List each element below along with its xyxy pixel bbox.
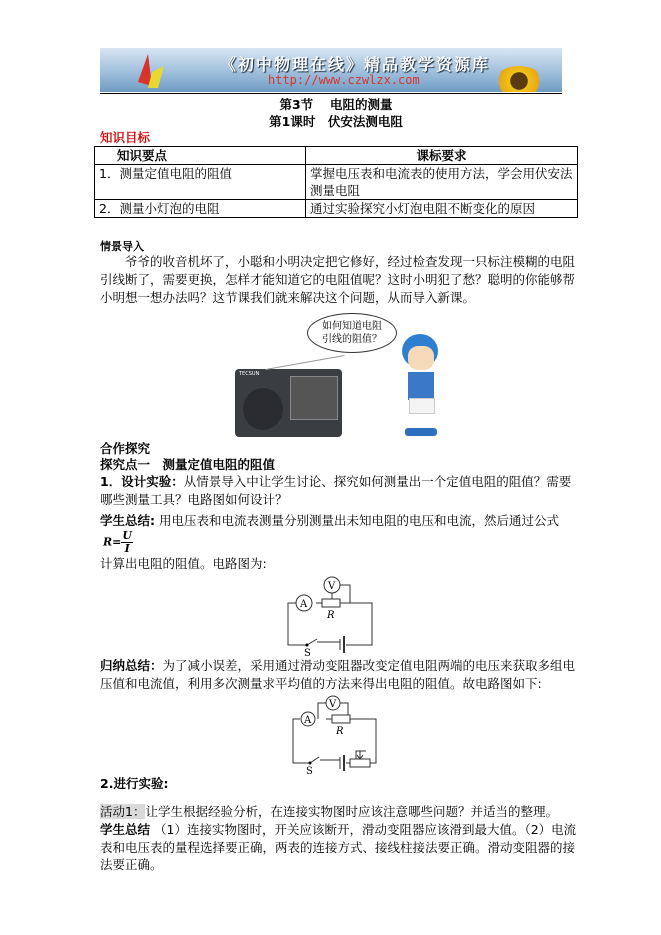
radio-brand: TECSUN: [239, 371, 260, 377]
explore-label: 合作探究: [100, 441, 151, 456]
header-banner: [100, 48, 562, 92]
resistor-label: R: [336, 726, 344, 737]
conclude-label: 归纳总结：: [100, 658, 163, 673]
voltmeter-label: V: [328, 581, 336, 592]
activity-label: 活动1：: [100, 804, 146, 819]
conclude-text: 为了减小误差，采用通过滑动变阻器改变定值电阻两端的电压来获取多组电压值和电流值，利用多次测量求平均值的方法来得出电阻的阻值。故电路图如下:: [100, 658, 576, 691]
table-cell: 1．测量定值电阻的阻值: [95, 165, 306, 200]
radio-illustration: [225, 307, 445, 441]
switch-label: S: [306, 766, 313, 775]
banner-url: http://www.czwlzx.com: [268, 73, 420, 87]
table-cell: 通过实验探究小灯泡电阻不断变化的原因: [306, 200, 578, 218]
intro-label: 情景导入: [100, 240, 144, 253]
section-title: 第3节 电阻的测量: [279, 97, 393, 112]
column-header: 知识要点: [95, 147, 306, 165]
lesson-title: 第1课时 伏安法测电阻: [269, 114, 403, 129]
document-body: [94, 96, 578, 874]
design-text: 从情景导入中让学生讨论、探究如何测量出一个定值电阻的阻值？需要哪些测量工具？电路图如何设计？: [100, 474, 572, 507]
summary-paragraph: [94, 512, 578, 555]
summary-label: 学生总结:: [100, 513, 155, 528]
column-header: 课标要求: [306, 147, 578, 165]
formula: R= $\frac{U}{I}$: [103, 529, 132, 555]
logo-icon: [130, 52, 170, 90]
resistor-label: R: [327, 610, 335, 621]
banner-title: 《初中物理在线》精品教学资源库: [220, 55, 491, 74]
summary-text-2: 计算出电阻的阻值。电路图为:: [100, 556, 267, 571]
switch-label: S: [304, 648, 311, 657]
ammeter-label: A: [300, 599, 308, 610]
circuit-diagram-basic: [280, 573, 380, 657]
voltmeter-label: V: [329, 699, 337, 710]
formula-denominator: I: [124, 542, 130, 555]
conclude-paragraph: [94, 657, 578, 693]
formula-lhs: R: [103, 535, 113, 549]
design-label: 1．设计实验：: [100, 474, 184, 489]
summary-text: 用电压表和电流表测量分别测量出未知电阻的电压和电流，然后通过公式: [158, 513, 559, 528]
circuit-diagram-rheostat: [288, 695, 378, 775]
table-cell: 掌握电压表和电流表的使用方法，学会用伏安法测量电阻: [306, 165, 578, 200]
table-row: [95, 200, 578, 218]
intro-paragraph: 爷爷的收音机坏了，小聪和小明决定把它修好，经过检查发现一只标注模糊的电阻引线断了，需要更换，怎样才能知道它的电阻值呢？这时小明犯了愁？聪明的你能够帮小明想一想办法吗？这节课我们就来解决这个问题，从而导入新课。: [100, 254, 576, 305]
student-summary-label: 学生总结: [100, 822, 151, 837]
explore-point: 探究点一 测量定值电阻的阻值: [100, 457, 276, 472]
header-rule: [100, 93, 562, 94]
ammeter-label: A: [304, 715, 312, 726]
formula-numerator: U: [122, 529, 132, 542]
student-summary-paragraph: [94, 821, 578, 874]
student-summary-text: （1）连接实物图时，开关应该断开，滑动变阻器应该滑到最大值。（2）电流表和电压表的量程选择要正确，两表的连接方式、接线柱接法要正确。滑动变阻器的接法要正确。: [100, 822, 577, 872]
objectives-label: 知识目标: [100, 130, 151, 145]
boy-illustration: [400, 334, 440, 439]
table-row: [95, 165, 578, 200]
table-cell: 2．测量小灯泡的电阻: [95, 200, 306, 218]
activity-text: 让学生根据经验分析，在连接实物图时应该注意哪些问题？并适当的整理。: [145, 804, 558, 819]
experiment-label: 2.进行实验:: [100, 776, 169, 791]
speech-bubble: 如何知道电阻引线的阻值？: [307, 313, 397, 353]
sunflower-image: [495, 66, 543, 92]
objectives-table: [94, 146, 578, 218]
design-paragraph: [94, 473, 578, 509]
activity-paragraph: [94, 803, 578, 821]
